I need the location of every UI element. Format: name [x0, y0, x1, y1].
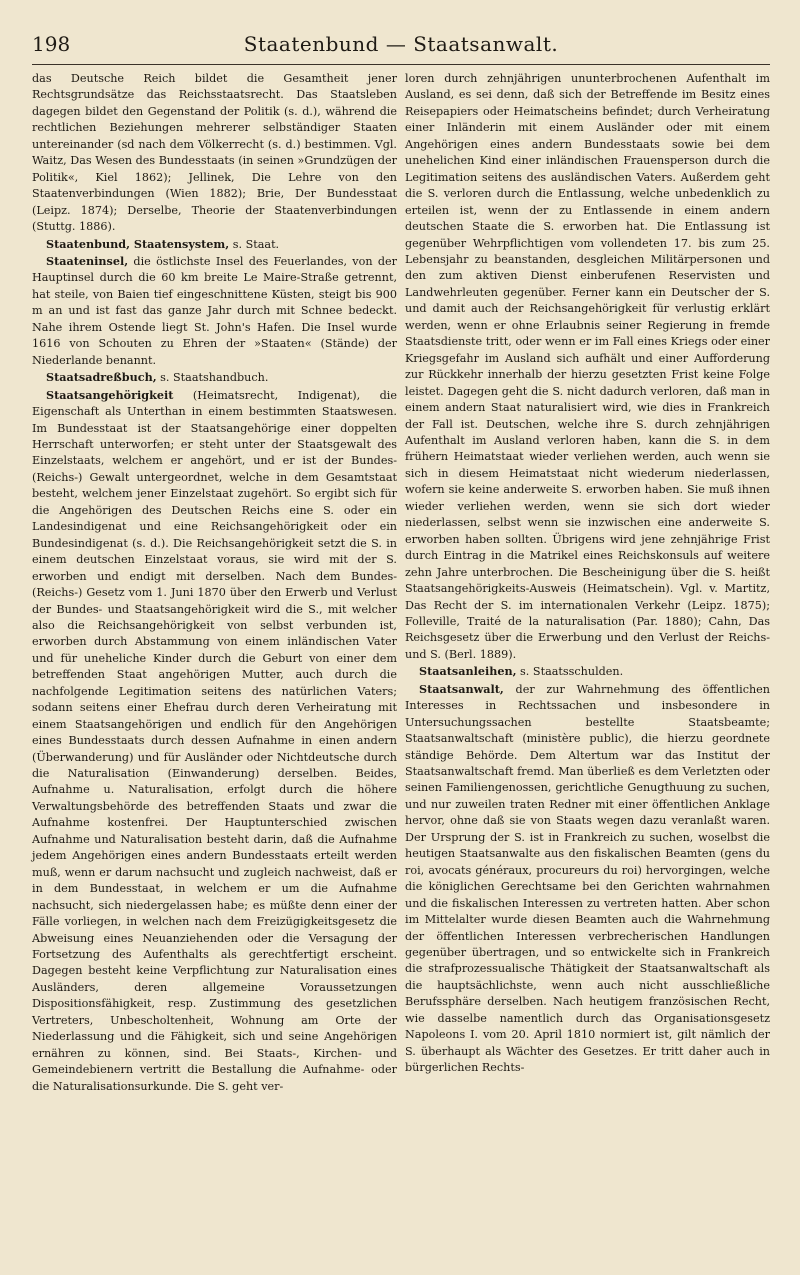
entry-staatsadressbuch: [32, 369, 397, 386]
headword-staatenbund: Staatenbund, Staatensystem,: [46, 236, 230, 251]
entry-text-staatsangehoerigkeit: (Heimatsrecht, Indigenat), die Eigenschaft als Unterthan in einem bestimmten Staatswesen. Im Bundesstaat ist der Staatsangehörige einer doppelten Herrschaft unterworfen; er steht unter der Staatsgewalt des Einzelstaats, welchem er angehört, und er ist der Bundes- (Reichs-) Gewalt untergeordnet, welche in dem Gesamtstaat besteht, welchem jener Einzelstaat zugehört. So ergibt sich für die Angehörigen des Deutschen Reichs eine S. oder ein Landesindigenat und eine Reichsangehörigkeit oder ein Bundesindigenat (s. d.). Die Reichsangehörigkeit setzt die S. in einem deutschen Einzelstaat voraus, sie wird mit der S. erworben und endigt mit derselben. Nach dem Bundes- (Reichs-) Gesetz vom 1. Juni 1870 über den Erwerb und Verlust der Bundes- und Staatsangehörigkeit wird die S., mit welcher also die Reichsangehörigkeit von selbst verbunden ist, erworben durch Abstammung von einem inländischen Vater und für uneheliche Kinder durch die Geburt von einer dem betreffenden Staat angehörigen Mutter, auch durch die nachfolgende Legitimation seitens des natürlichen Vaters; sodann seitens einer Ehefrau durch deren Verheiratung mit einem Staatsangehörigen und endlich für den Angehörigen eines Bundesstaats durch dessen Aufnahme in einen andern (Überwanderung) und für Ausländer oder Nichtdeutsche durch die Naturalisation (Einwanderung) derselben. Beides, Aufnahme u. Naturalisation, erfolgt durch die höhere Verwaltungsbehörde des betreffenden Staats und zwar die Aufnahme kostenfrei. Der Hauptunterschied zwischen Aufnahme und Naturalisation besteht darin, daß die Aufnahme jedem Angehörigen eines andern Bundesstaats erteilt werden muß, wenn er darum nachsucht und zugleich nachweist, daß er in dem Bundesstaat, in welchem er um die Aufnahme nachsucht, sich niedergelassen habe; es müßte denn einer der Fälle vorliegen, in welchen nach dem Freizügigkeitsgesetz die Abweisung eines Neuanziehenden oder die Versagung der Fortsetzung des Aufenthalts als gerechtfertigt erscheint. Dagegen besteht keine Verpflichtung zur Naturalisation eines Ausländers, deren allgemeine Voraussetzungen Dispositionsfähigkeit, resp. Zustimmung des gesetzlichen Vertreters, Unbescholtenheit, Wohnung am Orte der Niederlassung und die Fähigkeit, sich und seine Angehörigen ernähren zu können, sind. Bei Staats-, Kirchen- und Gemeindebienern vertritt die Bestallung die Aufnahme- oder die Naturalisationsurkunde. Die S. geht ver-: [32, 388, 397, 1093]
entry-staatsangehoerigkeit: [32, 387, 397, 1095]
header-title: Staatenbund — Staatsanwalt.: [243, 32, 559, 56]
right-continuation-text: loren durch zehnjährigen ununterbrochenen Aufenthalt im Ausland, es sei denn, daß sich der Betreffende im Besitz eines Reisepapiers oder Heimatscheins befindet; durch Verheiratung einer Inländerin mit einem Ausländer oder mit einem Angehörigen eines andern Bundesstaats sowie bei dem unehelichen Kind einer inländischen Frauensperson durch die Legitimation seitens des ausländischen Vaters. Außerdem geht die S. verloren durch die Entlassung, welche unbedenklich zu erteilen ist, wenn der zu Entlassende in einem andern deutschen Staate die S. erworben hat. Die Entlassung ist gegenüber Wehrpflichtigen vom vollendeten 17. bis zum 25. Lebensjahr zu beanstanden, desgleichen Militärpersonen und den zum aktiven Dienst einberufenen Reservisten und Landwehrleuten gegenüber. Ferner kann ein Deutscher der S. und damit auch der Reichsangehörigkeit für verlustig erklärt werden, wenn er ohne Erlaubnis seiner Regierung in fremde Staatsdienste tritt, oder wenn er im Fall eines Kriegs oder einer Kriegsgefahr im Ausland sich aufhält und einer Aufforderung zur Rückkehr innerhalb der hierzu gesetzten Frist keine Folge leistet. Dagegen geht die S. nicht dadurch verloren, daß man in einem andern Staat naturalisiert wird, wie dies in Frankreich der Fall ist. Deutschen, welche ihre S. durch zehnjährigen Aufenthalt im Ausland verloren haben, kann die S. in dem frühern Heimatstaat wieder verliehen werden, auch wenn sie sich in diesem Heimatstaat nicht wiederum niederlassen, wofern sie keine anderweite S. erworben haben. Sie muß ihnen wieder verliehen werden, wenn sie sich dort wieder niederlassen, selbst wenn sie inzwischen eine anderweite S. erworben haben sollten. Übrigens wird jene zehnjährige Frist durch Eintrag in die Matrikel eines Reichskonsuls auf weitere zehn Jahre unterbrochen. Die Bescheinigung über die S. heißt Staatsangehörigkeits-Ausweis (Heimatschein). Vgl. v. Martitz, Das Recht der S. im internationalen Verkehr (Leipz. 1875); Folleville, Traité de la naturalisation (Par. 1880); Cahn, Das Reichsgesetz über die Erwerbung und den Verlust der Reichs- und S. (Berl. 1889).: [405, 72, 770, 661]
headword-staateninsel: Staateninsel,: [46, 253, 129, 268]
running-head: [32, 30, 770, 65]
headword-staatsangehoerigkeit: Staatsangehörigkeit: [46, 387, 174, 402]
entry-text-staatsanwalt: der zur Wahrnehmung des öffentlichen Interesses in Rechtssachen und insbesondere in Untersuchungssachen bestellte Staatsbeamte; Staatsanwaltschaft (ministère public), die hierzu geordnete ständige Behörde. Dem Altertum war das Institut der Staatsanwaltschaft fremd. Man überließ es dem Verletzten oder seinen Familiengenossen, gerichtliche Genugthuung zu suchen, und nur zuweilen traten Redner mit einer öffentlichen Anklage hervor, ohne daß sie von Staats wegen dazu veranlaßt waren. Der Ursprung der S. ist in Frankreich zu suchen, woselbst die heutigen Staatsanwalte aus den fiskalischen Beamten (gens du roi, avocats généraux, procureurs du roi) hervorgingen, welche die königlichen Gerechtsame bei den Gerichten wahrnahmen und die fiskalischen Interessen zu vertreten hatten. Aber schon im Mittelalter wurde diesen Beamten auch die Wahrnehmung der öffentlichen Interessen verbrecherischen Handlungen gegenüber übertragen, und so entwickelte sich in Frankreich die strafprozessualische Thätigkeit der Staatsanwaltschaft als die hauptsächlichste, wenn auch nicht ausschließliche Berufssphäre derselben. Nach heutigem französischen Recht, wie dasselbe namentlich durch das Organisationsgesetz Napoleons I. vom 20. April 1810 normiert ist, gilt nämlich der S. überhaupt als Wächter des Gesetzes. Er tritt daher auch in bürgerlichen Rechts-: [405, 682, 770, 1075]
entry-text-staatenbund: s. Staat.: [229, 237, 280, 251]
entry-staateninsel: [32, 253, 397, 369]
entry-staatsanwalt: [405, 681, 770, 1077]
entry-text-staatsanleihen: s. Staatsschulden.: [516, 665, 624, 679]
page-number: 198: [32, 32, 71, 56]
entry-text-staateninsel: die östlichste Insel des Feuerlandes, von der Hauptinsel durch die 60 km breite Le Maire-Straße getrennt, hat steile, von Baien tief eingeschnittene Küsten, steigt bis 900 m an und ist fast das ganze Jahr durch mit Schnee bedeckt. Nahe ihrem Ostende liegt St. John's Hafen. Die Insel wurde 1616 von Schouten zu Ehren der »Staaten« (Stände) der Niederlande benannt.: [32, 254, 397, 367]
entry-text-staatsadressbuch: s. Staatshandbuch.: [156, 371, 269, 385]
headword-staatsanleihen: Staatsanleihen,: [419, 664, 517, 679]
right-column: [405, 71, 770, 1095]
columns: [32, 71, 770, 1095]
entry-staatenbund: [32, 236, 397, 253]
left-column: [32, 71, 397, 1095]
headword-staatsanwalt: Staatsanwalt,: [419, 681, 504, 696]
entry-staatsanleihen: [405, 663, 770, 680]
left-continuation-text: das Deutsche Reich bildet die Gesamtheit jener Rechtsgrundsätze das Reichsstaatsrecht. Das Staatsleben dagegen bildet den Gegenstand der Politik (s. d.), während die rechtlichen Beziehungen mehrerer selbständiger Staaten untereinander (sd nach dem Völkerrecht (s. d.) bestimmen. Vgl. Waitz, Das Wesen des Bundesstaats (in seinen »Grundzügen der Politik«, Kiel 1862); Jellinek, Die Lehre von den Staatenverbindungen (Wien 1882); Brie, Der Bundesstaat (Leipz. 1874); Derselbe, Theorie der Staatenverbindungen (Stuttg. 1886).: [32, 72, 397, 234]
headword-staatsadressbuch: Staatsadreßbuch,: [46, 370, 157, 385]
